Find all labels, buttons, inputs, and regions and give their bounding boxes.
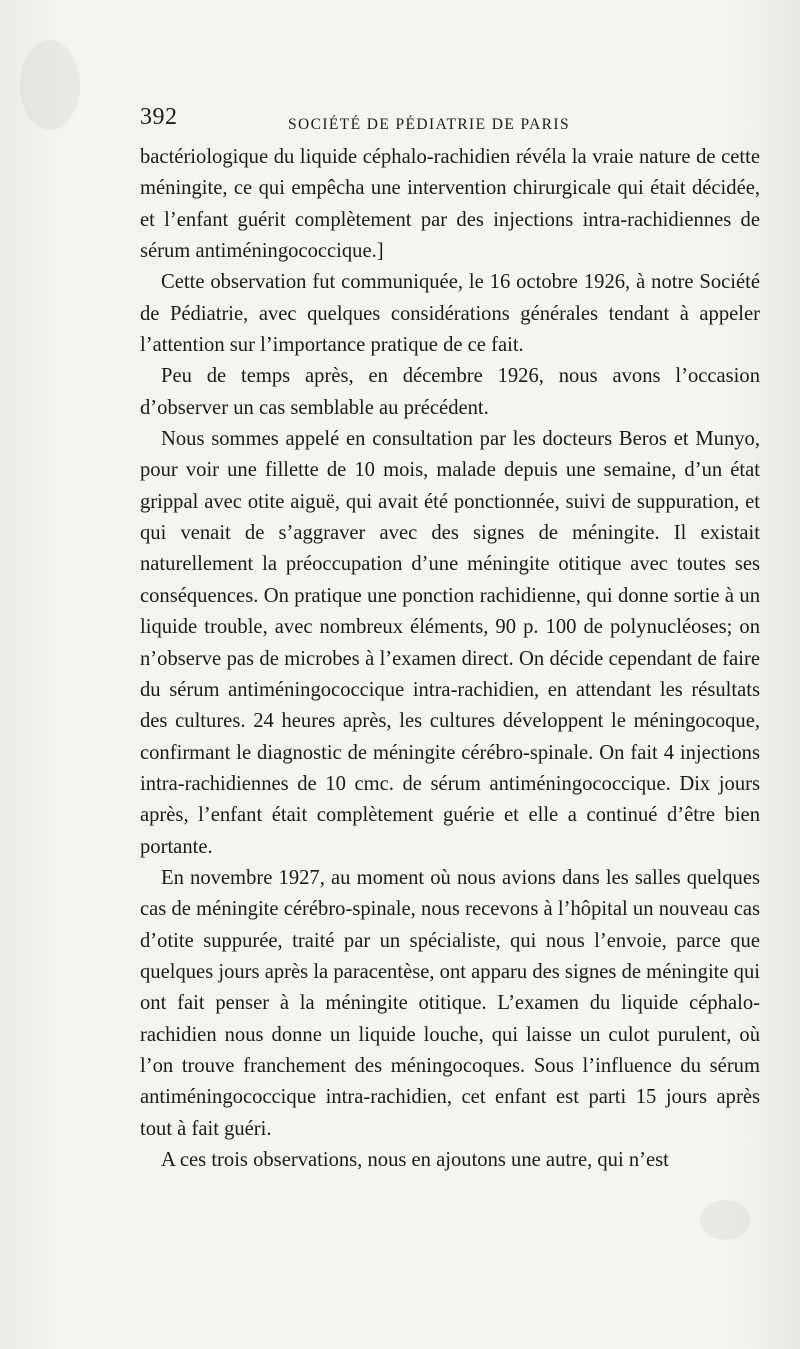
paper-stain bbox=[20, 40, 80, 130]
paragraph: Nous sommes appelé en consultation par les docteurs Beros et Munyo, pour voir une fillette de 10 mois, malade depuis une semaine, d’un état grippal avec otite aiguë, qui avait été ponctionnée, suivi de suppuration, et qui venait de s’aggraver avec des signes de méningite. Il existait naturellement la préoccupation d’une méningite otitique avec toutes ses conséquences. On pratique une ponction rachidienne, qui donne sortie à un liquide trouble, avec nombreux éléments, 90 p. 100 de polynucléoses; on n’observe pas de microbes à l’examen direct. On décide cependant de faire du sérum antiméningococcique intra-rachidien, en attendant les résultats des cultures. 24 heures après, les cultures développent le méningocoque, confirmant le diagnostic de méningite cérébro-spinale. On fait 4 injections intra-rachidiennes de 10 cmc. de sérum antiméningococcique. Dix jours après, l’enfant était complètement guérie et elle a continué d’être bien portante. bbox=[140, 428, 760, 858]
paragraph: bactériologique du liquide céphalo-rachidien révéla la vraie nature de cette méningite, ce qui empêcha une intervention chirurgicale qui était décidée, et l’enfant guérit complètement par des injections intra-rachidiennes de sérum antiméningococcique.] bbox=[140, 146, 760, 263]
page-header bbox=[140, 104, 760, 134]
running-title: SOCIÉTÉ DE PÉDIATRIE DE PARIS bbox=[288, 116, 571, 133]
body-text bbox=[140, 142, 760, 1176]
paragraph: Cette observation fut communiquée, le 16 octobre 1926, à notre Société de Pédiatrie, avec quelques considérations générales tendant à appeler l’attention sur l’importance pratique de ce fait. bbox=[140, 271, 760, 357]
paper-stain bbox=[700, 1200, 750, 1240]
paragraph: Peu de temps après, en décembre 1926, nous avons l’occasion d’observer un cas semblable au précédent. bbox=[140, 365, 760, 419]
paragraph: En novembre 1927, au moment où nous avions dans les salles quelques cas de méningite cérébro-spinale, nous recevons à l’hôpital un nouveau cas d’otite suppurée, traité par un spécialiste, qui nous l’envoie, parce que quelques jours après la paracentèse, ont apparu des signes de méningite qui ont fait penser à la méningite otitique. L’examen du liquide céphalo-rachidien nous donne un liquide louche, qui laisse un culot purulent, où l’on trouve franchement des méningocoques. Sous l’influence du sérum antiméningococcique intra-rachidien, cet enfant est parti 15 jours après tout à fait guéri. bbox=[140, 866, 760, 1140]
page-number: 392 bbox=[140, 104, 178, 130]
paragraph: A ces trois observations, nous en ajoutons une autre, qui n’est bbox=[161, 1149, 669, 1171]
